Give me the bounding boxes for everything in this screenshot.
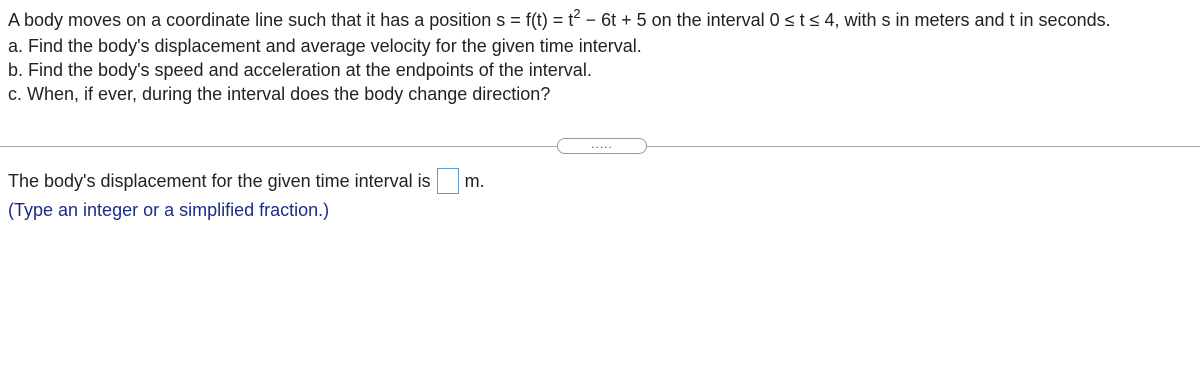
question-intro-start: A body moves on a coordinate line such that it has a position s = f(t) = t — [8, 10, 574, 30]
answer-format-hint: (Type an integer or a simplified fraction.) — [8, 200, 330, 220]
question-text — [8, 8, 1198, 106]
question-part-a: a. Find the body's displacement and average velocity for the given time interval. — [8, 36, 642, 56]
question-part-b: b. Find the body's speed and acceleration at the endpoints of the interval. — [8, 60, 592, 80]
exponent: 2 — [573, 6, 581, 21]
question-intro-end: − 6t + 5 on the interval 0 ≤ t ≤ 4, with s in meters and t in seconds. — [580, 10, 1111, 30]
expand-question-button[interactable]: ..... — [557, 138, 647, 154]
displacement-input[interactable] — [437, 168, 459, 194]
answer-line — [8, 168, 485, 194]
question-intro — [8, 8, 1198, 34]
answer-prompt: The body's displacement for the given time interval is — [8, 171, 431, 191]
question-part-c: c. When, if ever, during the interval does the body change direction? — [8, 84, 551, 104]
answer-unit: m. — [464, 171, 485, 191]
